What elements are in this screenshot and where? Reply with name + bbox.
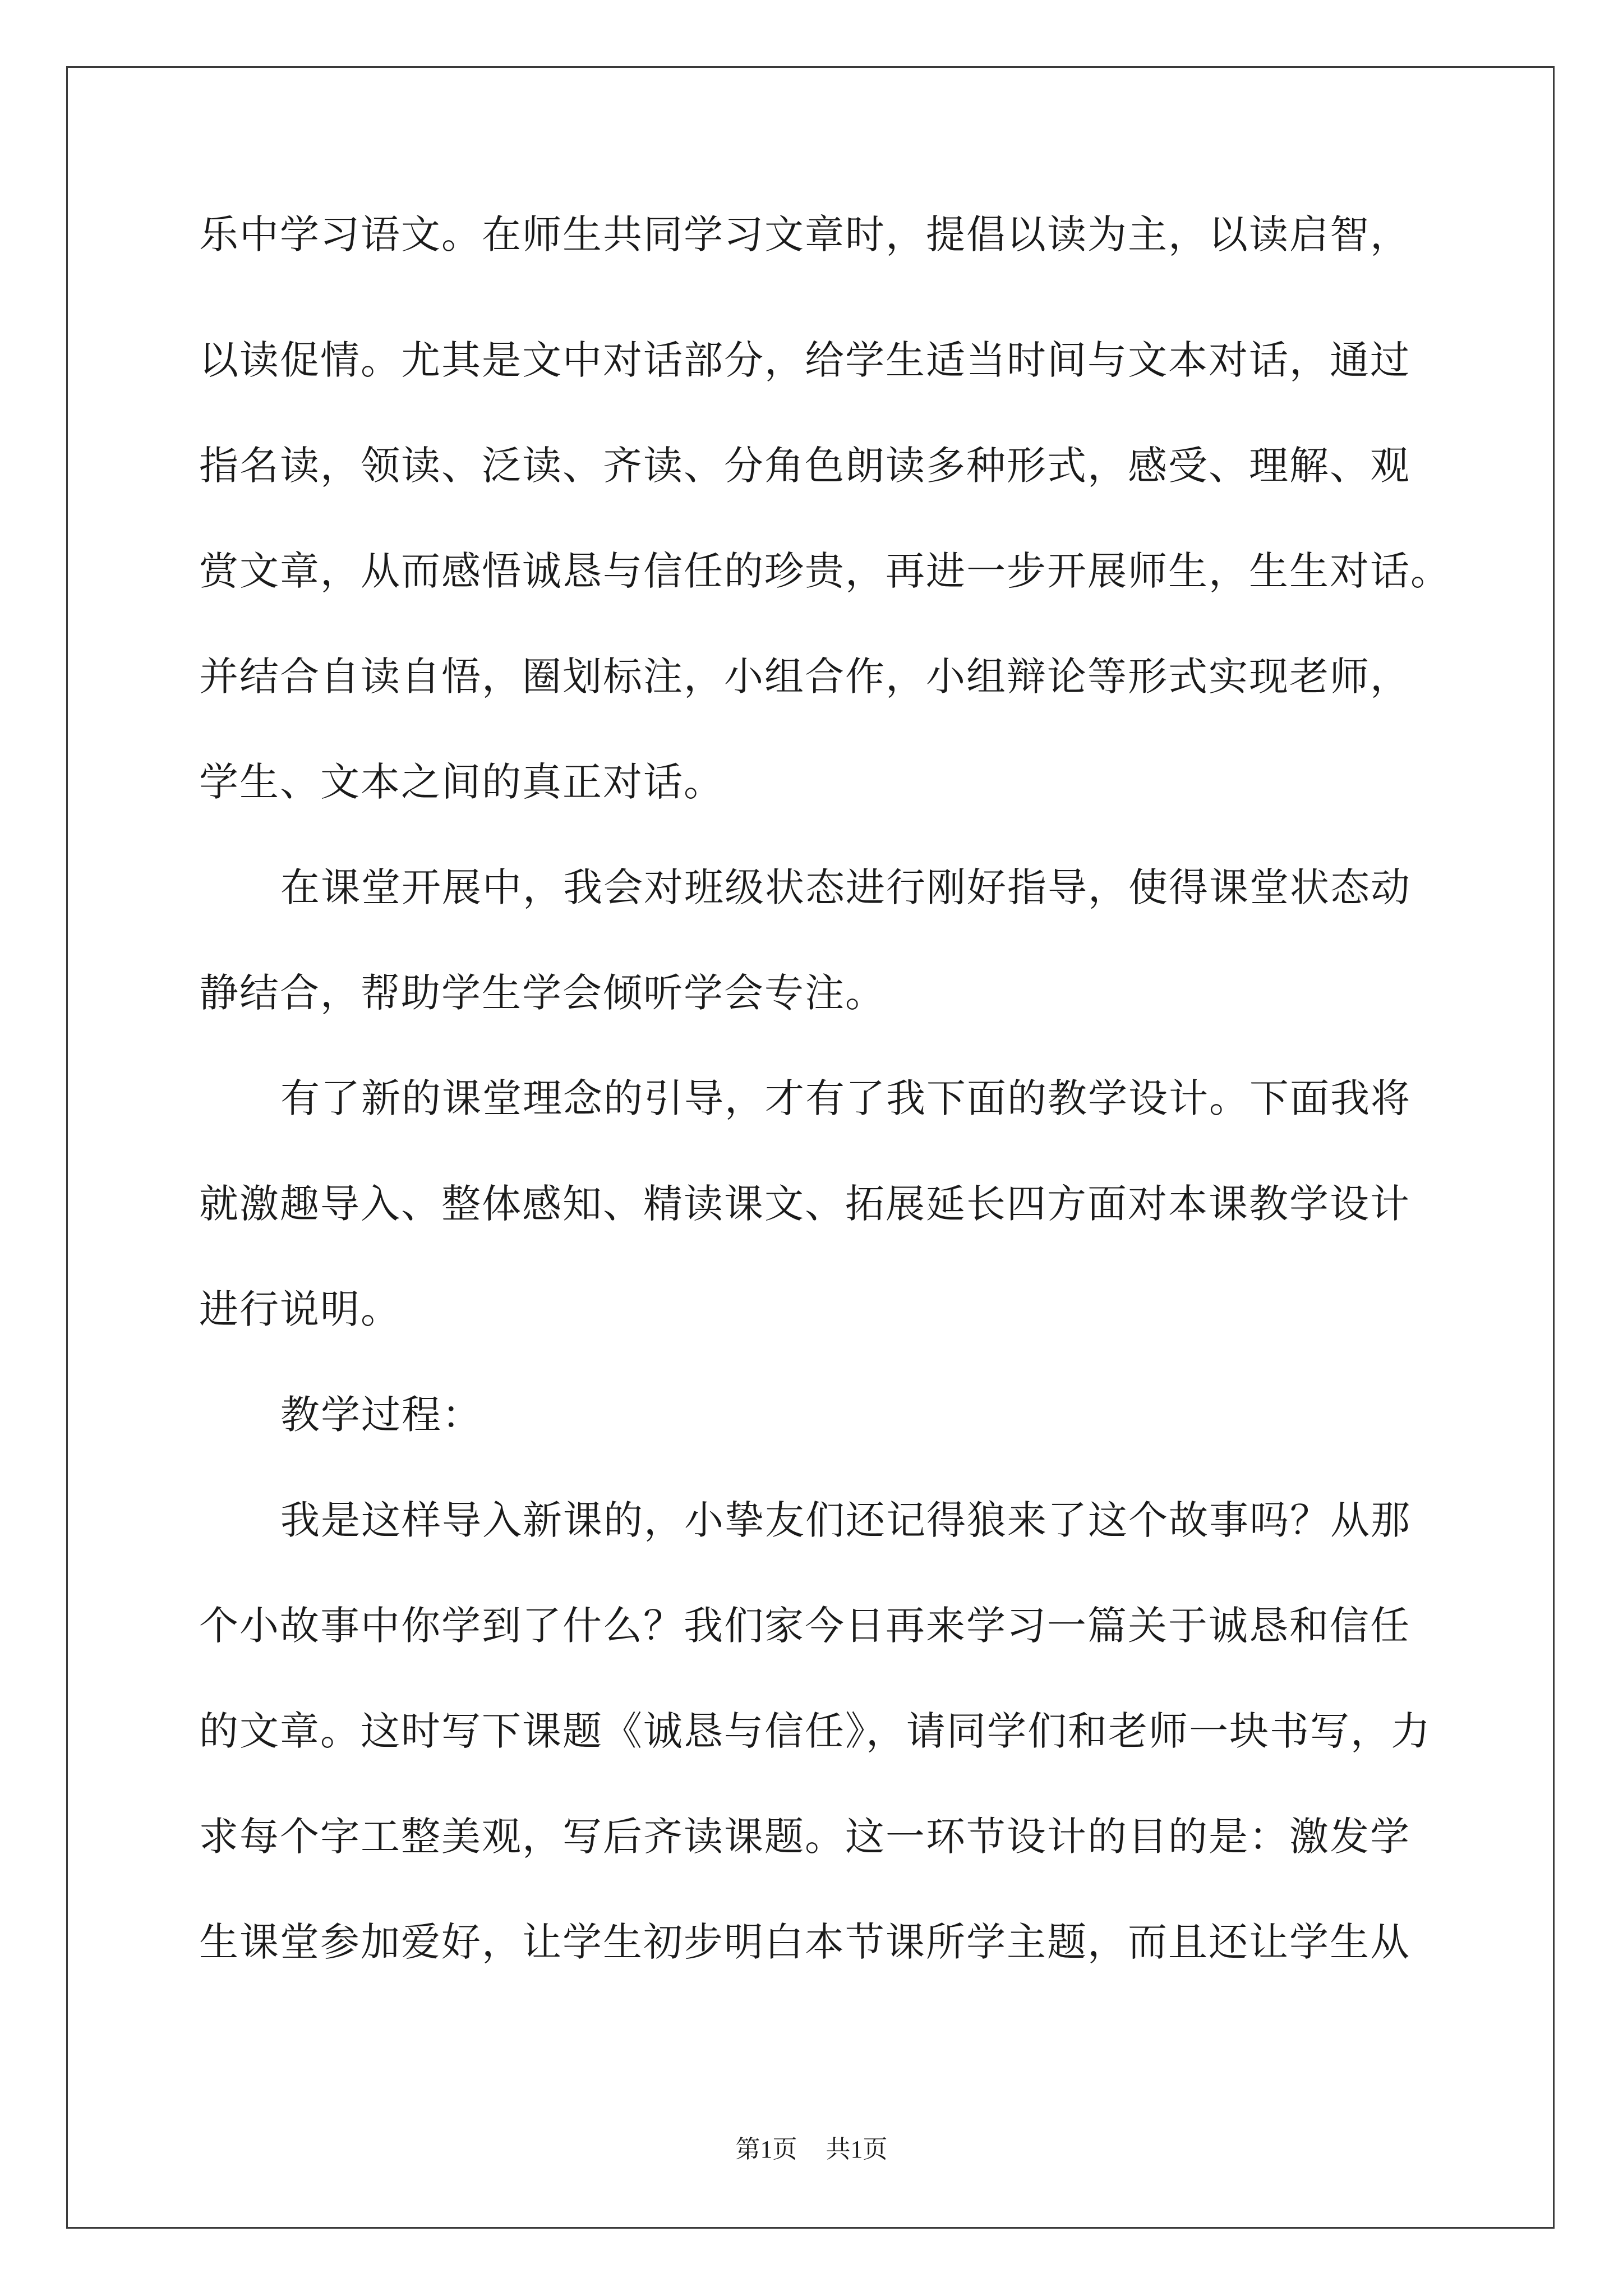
text-line: 生课堂参加爱好，让学生初步明白本节课所学主题，而且还让学生从 [199, 1919, 1410, 1965]
text-line: 求每个字工整美观，写后齐读课题。这一环节设计的目的是：激发学 [199, 1814, 1410, 1860]
page-number: 第1页 [735, 2136, 797, 2163]
text-line: 学生、文本之间的真正对话。 [199, 759, 724, 805]
total-pages: 共1页 [826, 2136, 888, 2163]
text-line: 以读促情。尤其是文中对话部分，给学生适当时间与文本对话，通过 [199, 337, 1410, 383]
text-line: 有了新的课堂理念的引导，才有了我下面的教学设计。下面我将 [280, 1075, 1411, 1121]
page-footer [0, 2129, 1623, 2165]
text-line: 赏文章，从而感悟诚恳与信任的珍贵，再进一步开展师生，生生对话。 [199, 548, 1451, 594]
text-line: 的文章。这时写下课题《诚恳与信任》，请同学们和老师一块书写，力 [199, 1708, 1431, 1754]
text-line: 个小故事中你学到了什么？我们家今日再来学习一篇关于诚恳和信任 [199, 1603, 1410, 1649]
text-line: 进行说明。 [199, 1286, 401, 1332]
text-line: 并结合自读自悟，圈划标注，小组合作，小组辩论等形式实现老师， [199, 654, 1410, 700]
page-border [66, 66, 1555, 2229]
text-line: 就激趣导入、整体感知、精读课文、拓展延长四方面对本课教学设计 [199, 1181, 1410, 1227]
text-line: 指名读，领读、泛读、齐读、分角色朗读多种形式，感受、理解、观 [199, 443, 1410, 489]
section-heading: 教学过程： [280, 1392, 482, 1438]
text-line: 静结合，帮助学生学会倾听学会专注。 [199, 970, 886, 1016]
text-line: 在课堂开展中，我会对班级状态进行刚好指导，使得课堂状态动 [280, 864, 1411, 910]
text-line: 乐中学习语文。在师生共同学习文章时，提倡以读为主，以读启智， [199, 211, 1410, 257]
text-line: 我是这样导入新课的，小挚友们还记得狼来了这个故事吗？从那 [280, 1497, 1411, 1543]
